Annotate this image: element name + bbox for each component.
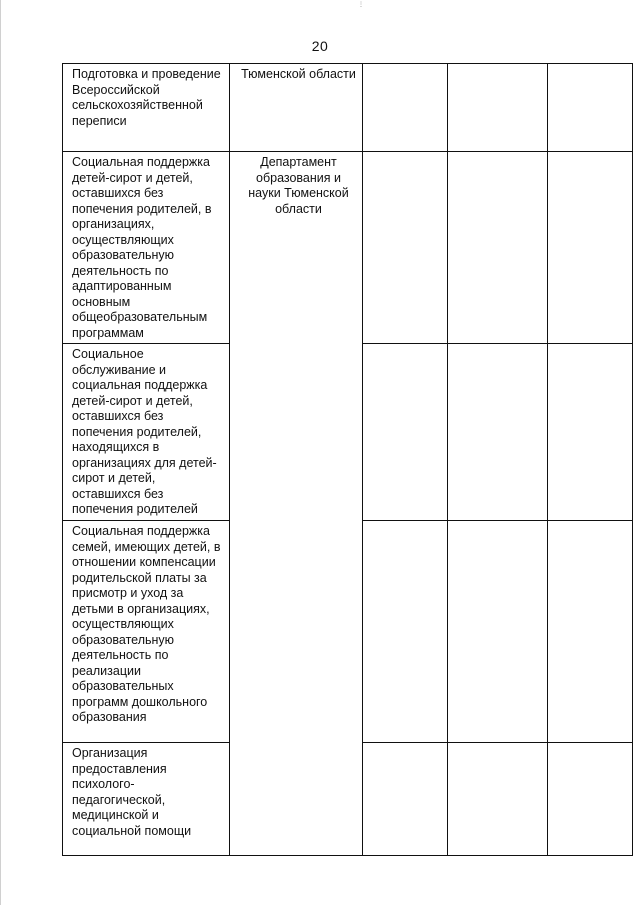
empty-cell [448,64,548,152]
department-cell: Департамент образования и науки Тюменской области [230,152,363,856]
activity-cell: Социальная поддержка семей, имеющих детей, в отношении компенсации родительской платы за присмотр и уход за детьми в организациях, осуществляющих образовательную деятельность по реализации образовательных программ дошкольного образования [63,521,230,743]
department-cell: Тюменской области [230,64,363,152]
empty-cell [363,64,448,152]
empty-cell [548,743,633,856]
empty-cell [363,344,448,521]
empty-cell [548,521,633,743]
activity-cell: Социальная поддержка детей-сирот и детей, оставшихся без попечения родителей, в организациях, осуществляющих образовательную деятельность по адаптированным основным общеобразовательным программам [63,152,230,344]
page-number: 20 [311,38,329,54]
table-row [63,152,633,344]
empty-cell [448,743,548,856]
scan-artifact-mark: ⋮ [358,2,364,8]
empty-cell [363,152,448,344]
empty-cell [448,152,548,344]
activity-cell: Организация предоставления психолого-педагогической, медицинской и социальной помощи [63,743,230,856]
activity-cell: Социальное обслуживание и социальная поддержка детей-сирот и детей, оставшихся без попечения родителей, находящихся в организациях для детей-сирот и детей, оставшихся без попечения родителей [63,344,230,521]
empty-cell [448,521,548,743]
budget-table [62,63,633,856]
empty-cell [363,521,448,743]
activity-cell: Подготовка и проведение Всероссийской сельскохозяйственной переписи [63,64,230,152]
empty-cell [548,64,633,152]
table-row [63,64,633,152]
empty-cell [548,344,633,521]
empty-cell [448,344,548,521]
scan-edge-line [0,0,1,905]
empty-cell [363,743,448,856]
empty-cell [548,152,633,344]
